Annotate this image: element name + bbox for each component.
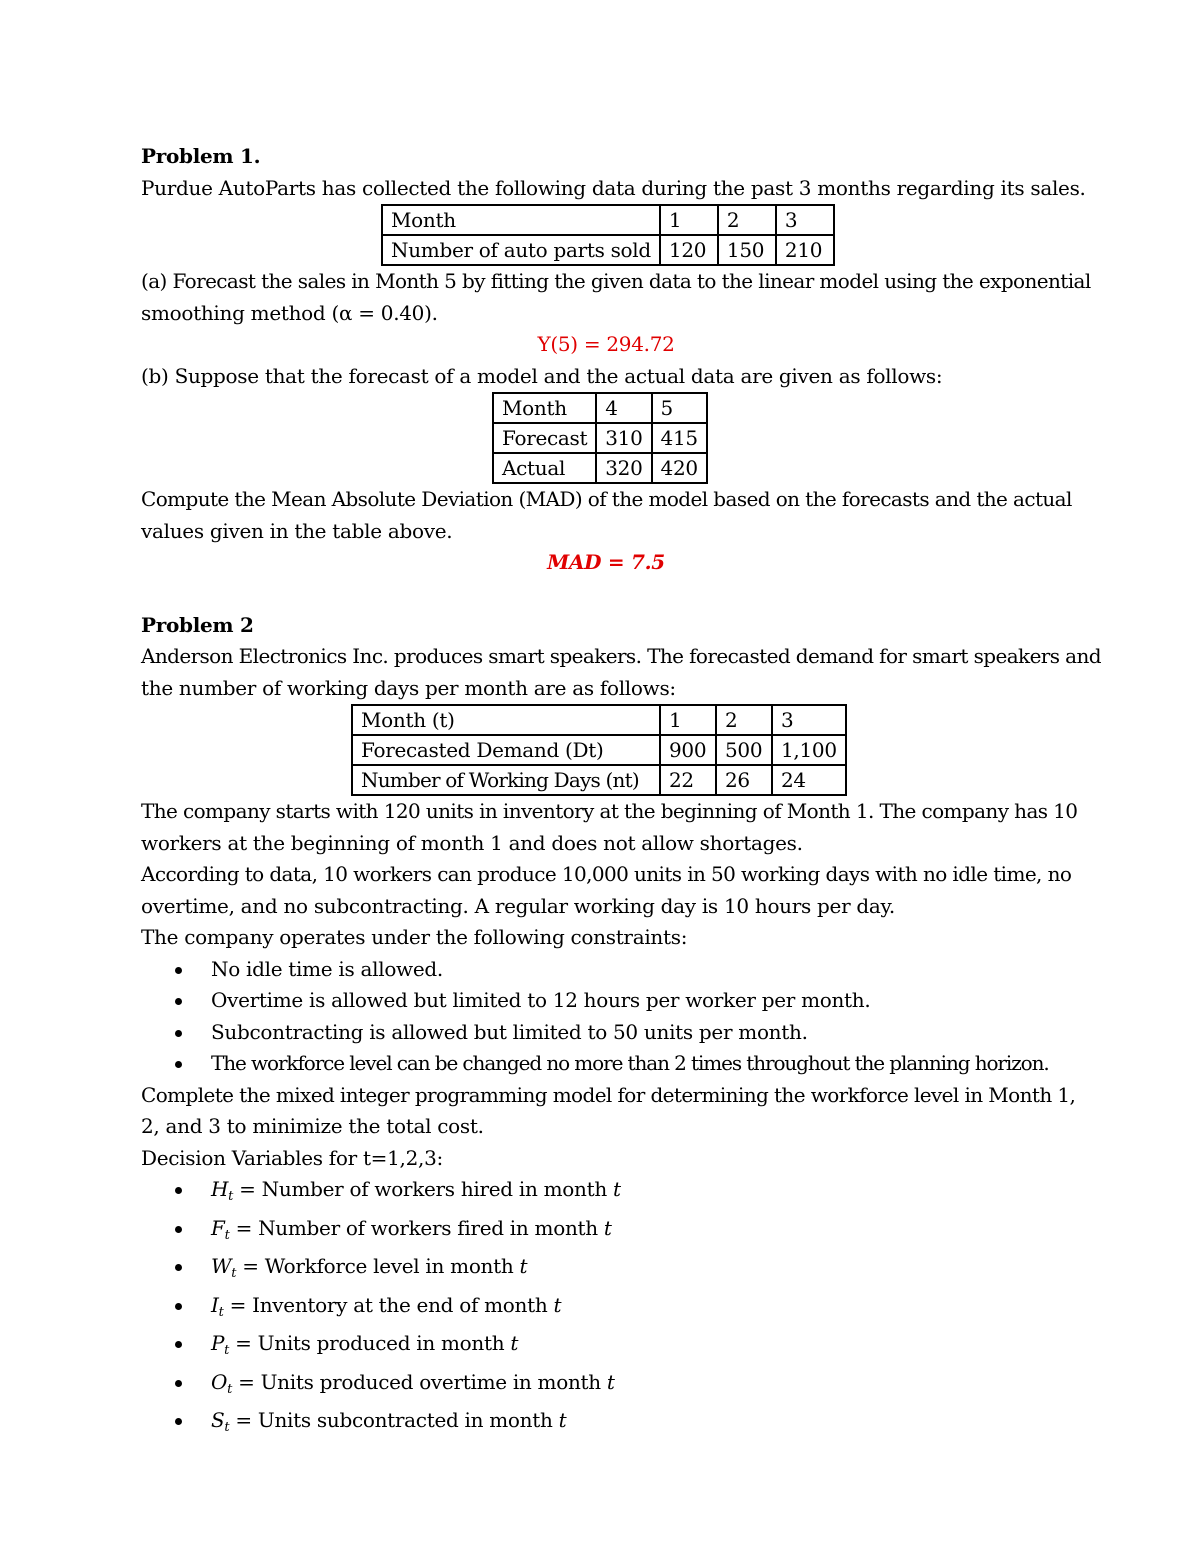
list-item: $H_t$ = Number of workers hired in month t (141, 1174, 1071, 1213)
table-row (352, 735, 846, 765)
document-page (141, 141, 1101, 1444)
forecast-table (492, 392, 708, 484)
complete-line2: 2, and 3 to minimize the total cost. (141, 1114, 484, 1138)
inventory-line1: The company starts with 120 units in inventory at the beginning of Month 1. The company has 10 (141, 799, 1078, 823)
table-cell: 3 (776, 205, 834, 235)
inventory-line2: workers at the beginning of month 1 and does not allow shortages. (141, 830, 803, 855)
problem2-intro-line1: Anderson Electronics Inc. produces smart speakers. The forecasted demand for smart speakers and (141, 644, 1101, 668)
table-cell: Month (t) (352, 705, 660, 735)
demand-table (351, 704, 847, 796)
table-cell: 2 (716, 705, 772, 735)
sales-table (381, 204, 835, 266)
bullet-icon (175, 1264, 182, 1271)
table-cell: 150 (718, 235, 776, 265)
problem1-title: Problem 1. (141, 144, 261, 168)
part-b-line: (b) Suppose that the forecast of a model and the actual data are given as follows: (141, 363, 943, 388)
constraints-list (141, 954, 1071, 1080)
table-cell: 2 (718, 205, 776, 235)
table-cell: Forecasted Demand (Dt) (352, 735, 660, 765)
table-cell: 1 (660, 205, 718, 235)
list-item: $W_t$ = Workforce level in month t (141, 1251, 1071, 1290)
table-cell: 415 (652, 423, 707, 453)
constraints-intro: The company operates under the following constraints: (141, 925, 688, 949)
list-item: $P_t$ = Units produced in month t (141, 1328, 1071, 1367)
list-item: $F_t$ = Number of workers fired in month t (141, 1213, 1071, 1252)
table-row (352, 765, 846, 795)
table-cell: 5 (652, 393, 707, 423)
decision-variables-intro: Decision Variables for t=1,2,3: (141, 1145, 443, 1170)
bullet-icon (175, 1226, 182, 1233)
variables-list (141, 1174, 1071, 1444)
table-cell: Number of Working Days (nt) (352, 765, 660, 795)
table-cell: 320 (596, 453, 651, 483)
part-a-line1: (a) Forecast the sales in Month 5 by fitting the given data to the linear model using the exponential (141, 269, 1091, 293)
table-row (382, 235, 834, 265)
table-row (493, 423, 707, 453)
bullet-icon (175, 1380, 182, 1387)
answer-a: Y(5) = 294.72 (537, 332, 675, 356)
table-row (382, 205, 834, 235)
table-cell: 4 (596, 393, 651, 423)
list-item: $O_t$ = Units produced overtime in month t (141, 1367, 1071, 1406)
list-item: No idle time is allowed. (141, 954, 1071, 986)
mad-question-line1: Compute the Mean Absolute Deviation (MAD) of the model based on the forecasts and the actual (141, 487, 1072, 511)
table-cell: Actual (493, 453, 596, 483)
problem1-intro: Purdue AutoParts has collected the following data during the past 3 months regarding its sales. (141, 175, 1086, 200)
bullet-icon (175, 1418, 182, 1425)
list-item: $I_t$ = Inventory at the end of month t (141, 1290, 1071, 1329)
list-item: Overtime is allowed but limited to 12 hours per worker per month. (141, 985, 1071, 1017)
table-cell: 420 (652, 453, 707, 483)
table-cell: 1,100 (772, 735, 846, 765)
table-cell: 210 (776, 235, 834, 265)
table-row (493, 393, 707, 423)
list-item: The workforce level can be changed no more than 2 times throughout the planning horizon. (141, 1048, 1071, 1080)
table-cell: 120 (660, 235, 718, 265)
bullet-icon (175, 1030, 182, 1037)
table-cell: Month (493, 393, 596, 423)
mad-question-line2: values given in the table above. (141, 518, 453, 543)
table-cell: 3 (772, 705, 846, 735)
answer-b: MAD = 7.5 (547, 550, 665, 574)
capacity-line2: overtime, and no subcontracting. A regular working day is 10 hours per day. (141, 893, 895, 918)
bullet-icon (175, 1341, 182, 1348)
table-cell: 310 (596, 423, 651, 453)
table-cell: 500 (716, 735, 772, 765)
problem2-title: Problem 2 (141, 612, 254, 637)
table-cell: 26 (716, 765, 772, 795)
table-cell: Month (382, 205, 660, 235)
capacity-line1: According to data, 10 workers can produce 10,000 units in 50 working days with no idle time, no (141, 862, 1072, 886)
table-row (493, 453, 707, 483)
bullet-icon (175, 967, 182, 974)
list-item: Subcontracting is allowed but limited to 50 units per month. (141, 1017, 1071, 1049)
table-cell: 22 (660, 765, 716, 795)
bullet-icon (175, 1061, 182, 1068)
list-item: $S_t$ = Units subcontracted in month t (141, 1405, 1071, 1444)
complete-line1: Complete the mixed integer programming model for determining the workforce level in Month 1, (141, 1082, 1076, 1107)
part-a-line2: smoothing method (α = 0.40). (141, 300, 438, 325)
bullet-icon (175, 1303, 182, 1310)
table-cell: 1 (660, 705, 716, 735)
table-cell: Number of auto parts sold (382, 235, 660, 265)
table-cell: 24 (772, 765, 846, 795)
table-row (352, 705, 846, 735)
table-cell: 900 (660, 735, 716, 765)
table-cell: Forecast (493, 423, 596, 453)
bullet-icon (175, 998, 182, 1005)
bullet-icon (175, 1187, 182, 1194)
problem2-intro-line2: the number of working days per month are as follows: (141, 675, 676, 700)
